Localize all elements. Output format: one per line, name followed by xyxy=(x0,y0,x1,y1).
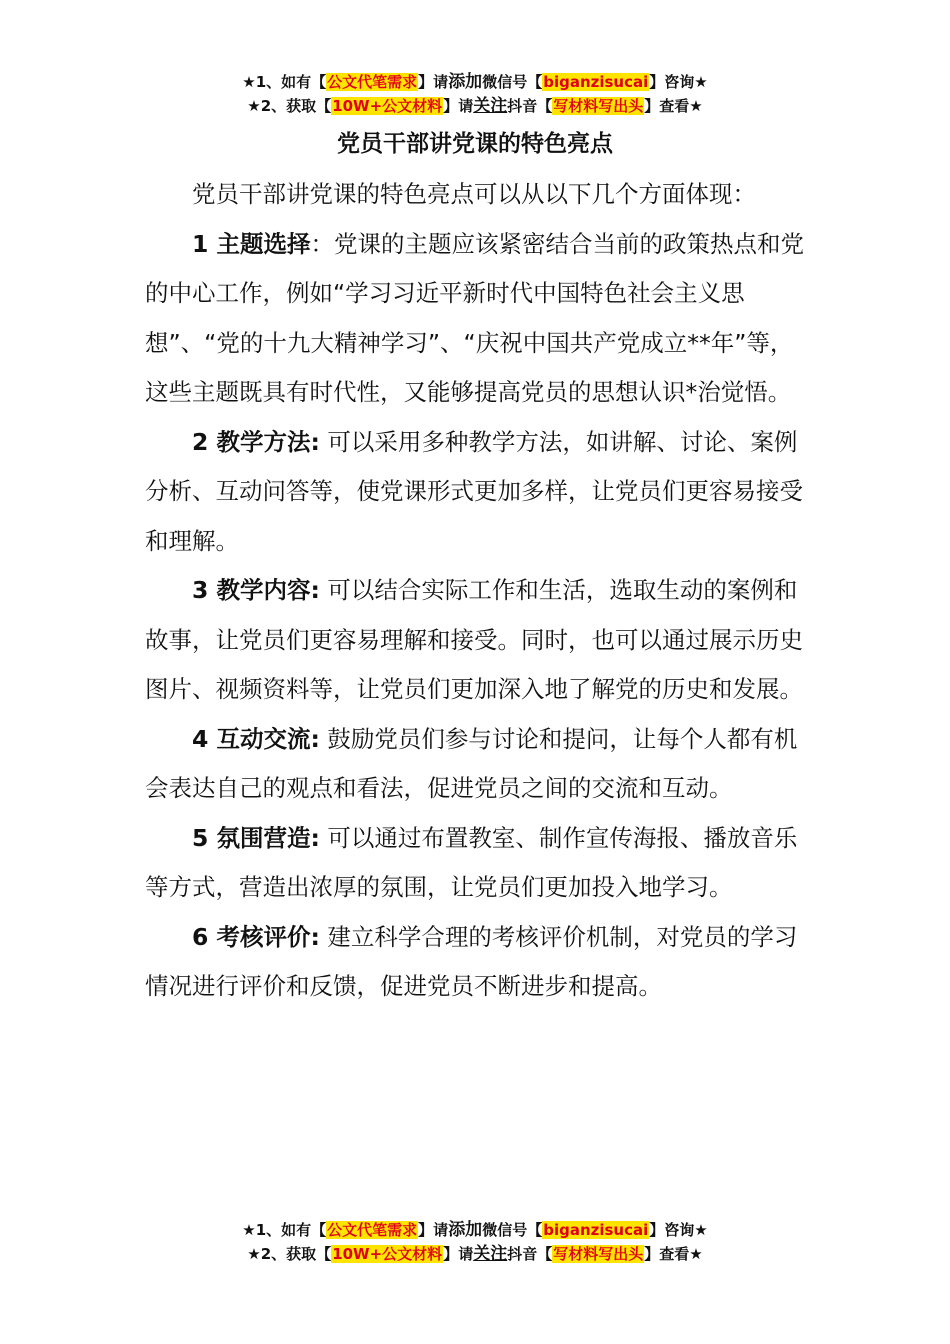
banner-line-2: ★2、获取【10W+公文材料】请关注抖音【写材料写出头】查看★ xyxy=(247,96,703,116)
douyin-highlight: 写材料写出头 xyxy=(553,97,644,115)
document-body xyxy=(145,170,810,1012)
item-label: 5 氛围营造: xyxy=(192,823,320,852)
banner-line-1: ★1、如有【公文代笔需求】请添加微信号【biganzisucai】咨询★ xyxy=(242,72,708,92)
item-label: 1 主题选择 xyxy=(192,229,311,258)
item-text: 鼓励党员们参与讨论和提问，让每个人都有机会表达自己的观点和看法，促进党员之间的交流和互动。 xyxy=(145,724,798,802)
banner-line-1: ★1、如有【公文代笔需求】请添加微信号【biganzisucai】咨询★ xyxy=(242,1220,708,1240)
item-paragraph-3 xyxy=(145,566,810,715)
banner-line-2: ★2、获取【10W+公文材料】请关注抖音【写材料写出头】查看★ xyxy=(247,1244,703,1264)
item-text: 党课的主题应该紧密结合当前的政策热点和党的中心工作，例如“学习习近平新时代中国特色社会主义思想”、“党的十九大精神学习”、“庆祝中国共产党成立**年”等，这些主题既具有时代性，又能够提高党员的思想认识*治觉悟。 xyxy=(145,229,805,406)
item-text: 可以结合实际工作和生活，选取生动的案例和故事，让党员们更容易理解和接受。同时，也可以通过展示历史图片、视频资料等，让党员们更加深入地了解党的历史和发展。 xyxy=(145,576,803,703)
materials-highlight: 10W+公文材料 xyxy=(332,1245,443,1263)
item-label: 2 教学方法: xyxy=(192,427,320,456)
document-title: 党员干部讲党课的特色亮点 xyxy=(337,131,613,157)
item-label: 6 考核评价: xyxy=(192,922,320,951)
service-highlight: 公文代笔需求 xyxy=(327,73,418,91)
item-text: 可以采用多种教学方法，如讲解、讨论、案例分析、互动问答等，使党课形式更加多样，让党员们更容易接受和理解。 xyxy=(145,427,803,555)
item-label: 3 教学内容: xyxy=(192,576,320,604)
footer-banner xyxy=(0,1218,950,1266)
materials-highlight: 10W+公文材料 xyxy=(332,97,443,115)
wechat-id-highlight: biganzisucai xyxy=(543,1221,649,1239)
item-paragraph-1: 1 主题选择：党课的主题应该紧密结合当前的政策热点和党的中心工作，例如“学习习近平新时代中国特色社会主义思想”、“党的十九大精神学习”、“庆祝中国共产党成立**年”等，这些主题既具有时代性，又能够提高党员的思想认识*治觉悟。 xyxy=(145,229,805,406)
item-paragraph-6 xyxy=(145,913,810,1012)
intro-paragraph: 党员干部讲党课的特色亮点可以从以下几个方面体现： xyxy=(192,180,756,208)
service-highlight: 公文代笔需求 xyxy=(327,1221,418,1239)
item-text: 建立科学合理的考核评价机制，对党员的学习情况进行评价和反馈，促进党员不断进步和提高。 xyxy=(145,922,798,1000)
item-text: 可以通过布置教室、制作宣传海报、播放音乐等方式，营造出浓厚的氛围，让党员们更加投入地学习。 xyxy=(145,823,798,901)
item-paragraph-5 xyxy=(145,814,810,913)
wechat-id-highlight: biganzisucai xyxy=(543,73,649,91)
header-banner xyxy=(0,70,950,118)
douyin-highlight: 写材料写出头 xyxy=(553,1245,644,1263)
item-paragraph-2 xyxy=(145,418,810,567)
item-paragraph-4 xyxy=(145,715,810,814)
item-label: 4 互动交流: xyxy=(192,724,320,753)
